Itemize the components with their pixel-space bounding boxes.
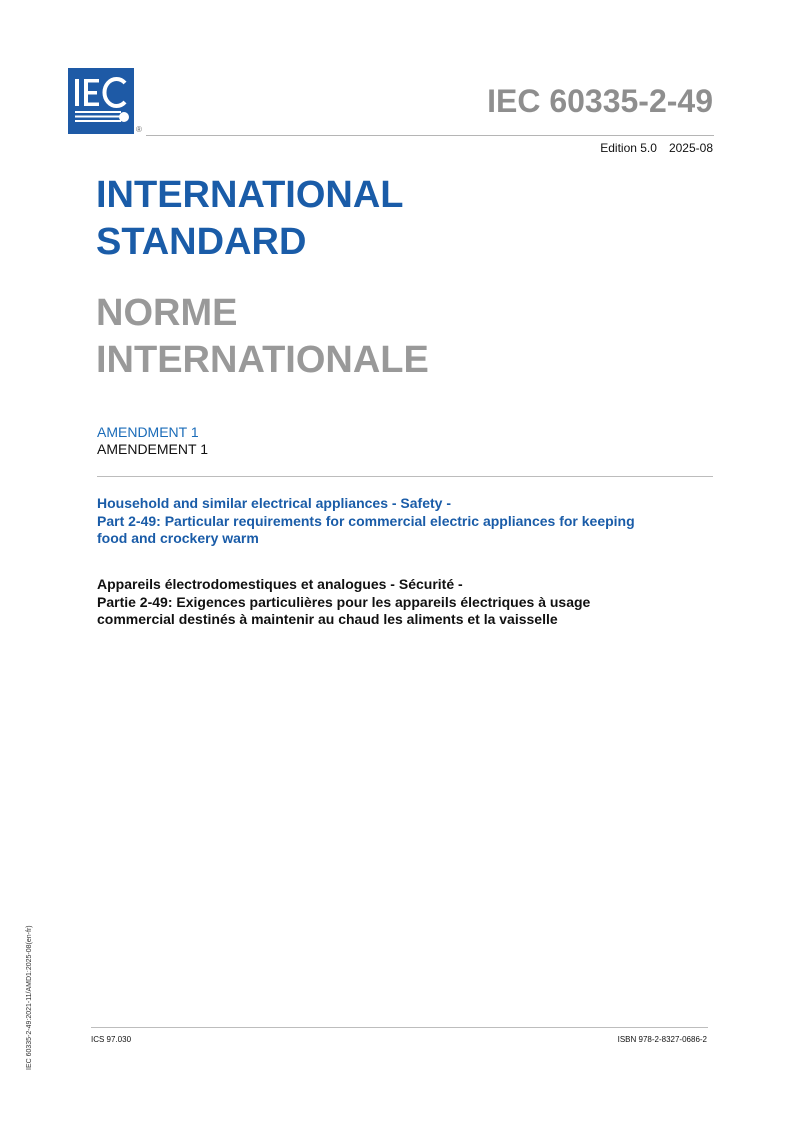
registered-mark: ® [136, 125, 142, 134]
edition-date: 2025-08 [668, 141, 713, 155]
edition-info [600, 141, 713, 155]
title-line: Partie 2-49: Exigences particulières pour les appareils électriques à usage [97, 593, 591, 610]
edition-label: Edition 5.0 [600, 141, 657, 155]
heading-norme-internationale [96, 290, 429, 384]
document-number: IEC 60335-2-49 [487, 83, 713, 119]
heading-line: INTERNATIONAL [96, 174, 404, 216]
title-line: Appareils électrodomestiques et analogues - Sécurité - [97, 576, 463, 592]
amendment-english: AMENDMENT 1 [97, 424, 199, 440]
isbn: ISBN 978-2-8327-0686-2 [617, 1035, 707, 1044]
title-english [97, 495, 727, 548]
title-line: Household and similar electrical appliances - Safety - [97, 495, 452, 511]
heading-line: INTERNATIONALE [96, 339, 429, 381]
amendment-french: AMENDEMENT 1 [97, 441, 208, 457]
title-line: Part 2-49: Particular requirements for commercial electric appliances for keeping [97, 512, 635, 529]
side-reference: IEC 60335-2-49:2021-11/AMD1:2025-08(en-fr) [26, 925, 33, 1070]
iec-logo [68, 68, 134, 134]
iec-logo-icon [68, 68, 134, 134]
heading-line: STANDARD [96, 221, 307, 263]
title-french [97, 576, 727, 629]
heading-line: NORME [96, 292, 238, 334]
heading-international-standard [96, 172, 404, 266]
title-line: commercial destinés à maintenir au chaud les aliments et la vaisselle [97, 611, 558, 627]
title-line: food and crockery warm [97, 530, 259, 546]
ics-code: ICS 97.030 [91, 1035, 132, 1044]
footer-divider [91, 1027, 708, 1028]
header-divider [146, 135, 714, 136]
amendment-divider [97, 476, 713, 477]
